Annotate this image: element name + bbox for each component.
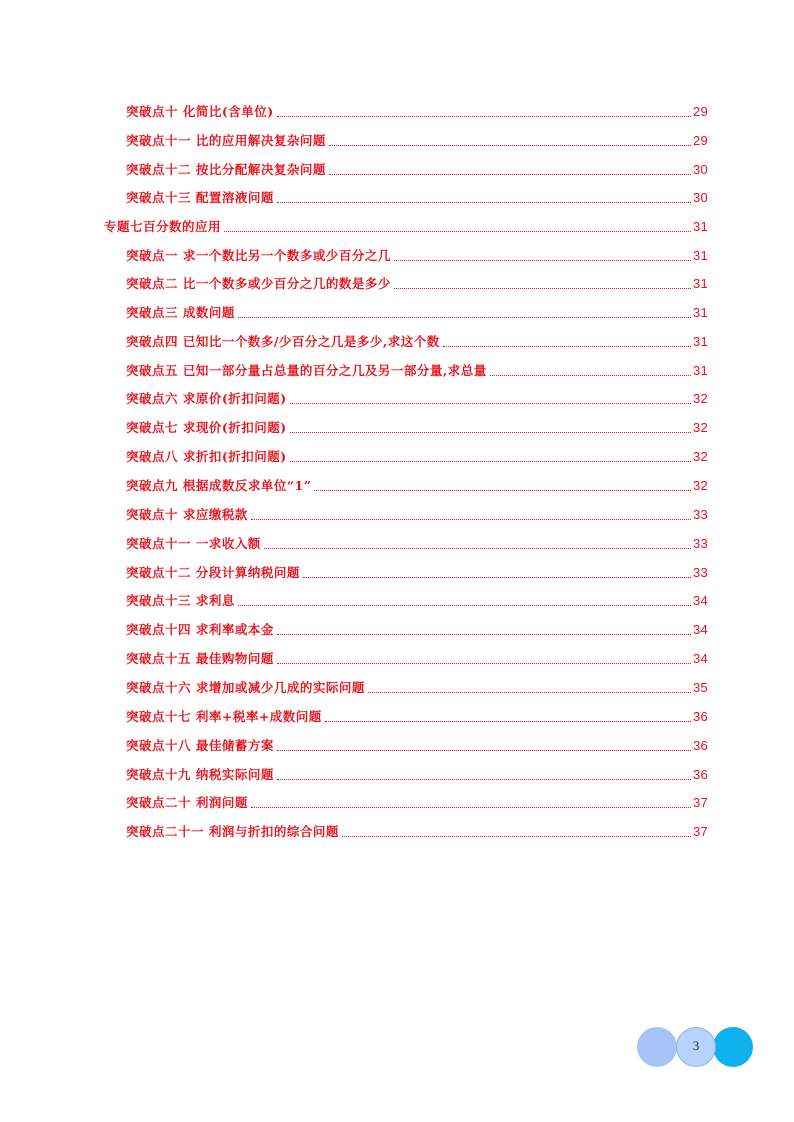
dot-leader (314, 489, 691, 491)
dot-leader (394, 259, 691, 261)
toc-entry-title: 突破点十八 最佳储蓄方案 (126, 738, 274, 753)
toc-entry-page: 36 (692, 767, 708, 782)
toc-entry-title: 突破点十二 按比分配解决复杂问题 (126, 162, 326, 177)
toc-entry[interactable] (126, 330, 708, 350)
toc-entry[interactable] (126, 503, 708, 523)
toc-entry[interactable] (126, 272, 708, 292)
toc-entry[interactable] (126, 791, 708, 811)
toc-entry[interactable] (126, 589, 708, 609)
toc-entry-page: 32 (692, 478, 708, 493)
toc-entry-title: 突破点十三 配置溶液问题 (126, 190, 274, 205)
dot-leader (277, 662, 691, 664)
badge-circle-left (637, 1027, 677, 1067)
dot-leader (290, 460, 691, 462)
toc-entry-page: 34 (692, 622, 708, 637)
toc-entry-page: 31 (692, 276, 708, 291)
dot-leader (290, 402, 691, 404)
toc-entry-page: 32 (692, 449, 708, 464)
dot-leader (264, 547, 691, 549)
toc-entry[interactable] (126, 734, 708, 754)
toc-entry[interactable] (126, 416, 708, 436)
dot-leader (238, 316, 691, 318)
toc-entry[interactable] (126, 158, 708, 178)
toc-entry-title: 突破点十 求应缴税款 (126, 507, 248, 522)
toc-entry-page: 34 (692, 651, 708, 666)
toc-entry-page: 31 (692, 248, 708, 263)
toc-entry-page: 37 (692, 824, 708, 839)
toc-entry-title: 突破点十五 最佳购物问题 (126, 651, 274, 666)
dot-leader (290, 431, 691, 433)
dot-leader (443, 345, 691, 347)
dot-leader (329, 173, 691, 175)
toc-entry-title: 专题七百分数的应用 (104, 219, 222, 234)
toc-entry-page: 36 (692, 738, 708, 753)
toc-entry[interactable] (126, 359, 708, 379)
toc-entry-title: 突破点三 成数问题 (126, 305, 235, 320)
toc-entry[interactable] (126, 244, 708, 264)
dot-leader (394, 287, 691, 289)
toc-entry-title: 突破点十六 求增加或减少几成的实际问题 (126, 680, 365, 695)
toc-entry-title: 突破点七 求现价(折扣问题) (126, 420, 287, 435)
toc-entry-chapter[interactable] (104, 215, 708, 235)
toc-entry-title: 突破点十三 求利息 (126, 593, 235, 608)
toc-entry-page: 30 (692, 190, 708, 205)
toc-entry-page: 33 (692, 565, 708, 580)
toc-entry[interactable] (126, 387, 708, 407)
dot-leader (224, 230, 691, 232)
toc-entry-title: 突破点九 根据成数反求单位“1” (126, 478, 312, 493)
toc-entry-page: 29 (692, 133, 708, 148)
toc-entry-page: 32 (692, 420, 708, 435)
dot-leader (368, 691, 691, 693)
toc-entry-title: 突破点二 比一个数多或少百分之几的数是多少 (126, 276, 391, 291)
toc-entry-title: 突破点二十一 利润与折扣的综合问题 (126, 824, 339, 839)
toc-entry-page: 34 (692, 593, 708, 608)
toc-entry[interactable] (126, 186, 708, 206)
toc-entry-title: 突破点八 求折扣(折扣问题) (126, 449, 287, 464)
toc-entry-page: 33 (692, 507, 708, 522)
toc-entry-page: 30 (692, 162, 708, 177)
toc-entry-page: 36 (692, 709, 708, 724)
toc-entry[interactable] (126, 618, 708, 638)
toc-entry-title: 突破点十二 分段计算纳税问题 (126, 565, 300, 580)
toc-entry-title: 突破点五 已知一部分量占总量的百分之几及另一部分量,求总量 (126, 363, 487, 378)
toc-entry-page: 31 (692, 363, 708, 378)
dot-leader (277, 115, 691, 117)
toc-entry-page: 31 (692, 305, 708, 320)
toc-entry-title: 突破点六 求原价(折扣问题) (126, 391, 287, 406)
toc-entry[interactable] (126, 532, 708, 552)
toc-entry[interactable] (126, 474, 708, 494)
toc-entry[interactable] (126, 301, 708, 321)
dot-leader (277, 633, 691, 635)
toc-entry-page: 32 (692, 391, 708, 406)
page-number-badge (637, 1027, 755, 1069)
toc-entry-page: 31 (692, 334, 708, 349)
toc-entry-title: 突破点十 化简比(含单位) (126, 104, 274, 119)
dot-leader (303, 576, 691, 578)
toc-entry-page: 35 (692, 680, 708, 695)
toc-entry-title: 突破点四 已知比一个数多/少百分之几是多少,求这个数 (126, 334, 440, 349)
toc-entry[interactable] (126, 676, 708, 696)
badge-circle-right (713, 1027, 753, 1067)
dot-leader (325, 720, 691, 722)
toc-entry[interactable] (126, 100, 708, 120)
dot-leader (238, 604, 691, 606)
toc-entry[interactable] (126, 647, 708, 667)
dot-leader (251, 806, 691, 808)
toc-entry[interactable] (126, 763, 708, 783)
dot-leader (490, 374, 691, 376)
dot-leader (277, 201, 691, 203)
toc-entry-title: 突破点二十 利润问题 (126, 795, 248, 810)
page-number: 3 (692, 1038, 700, 1053)
toc-entry-page: 29 (692, 104, 708, 119)
toc-entry-title: 突破点十七 利率+税率+成数问题 (126, 709, 322, 724)
dot-leader (251, 518, 691, 520)
toc-entry[interactable] (126, 445, 708, 465)
toc-entry-title: 突破点十四 求利率或本金 (126, 622, 274, 637)
toc-entry[interactable] (126, 705, 708, 725)
toc-entry-title: 突破点一 求一个数比另一个数多或少百分之几 (126, 248, 391, 263)
dot-leader (342, 835, 691, 837)
dot-leader (329, 144, 691, 146)
toc-entry[interactable] (126, 129, 708, 149)
toc-entry[interactable] (126, 820, 708, 840)
toc-entry-title: 突破点十一 一求收入额 (126, 536, 261, 551)
toc-entry-title: 突破点十一 比的应用解决复杂问题 (126, 133, 326, 148)
toc-entry-title: 突破点十九 纳税实际问题 (126, 767, 274, 782)
toc-entry-page: 33 (692, 536, 708, 551)
toc-entry[interactable] (126, 561, 708, 581)
toc-entry-page: 31 (692, 219, 708, 234)
dot-leader (277, 778, 691, 780)
dot-leader (277, 749, 691, 751)
toc-entry-page: 37 (692, 795, 708, 810)
